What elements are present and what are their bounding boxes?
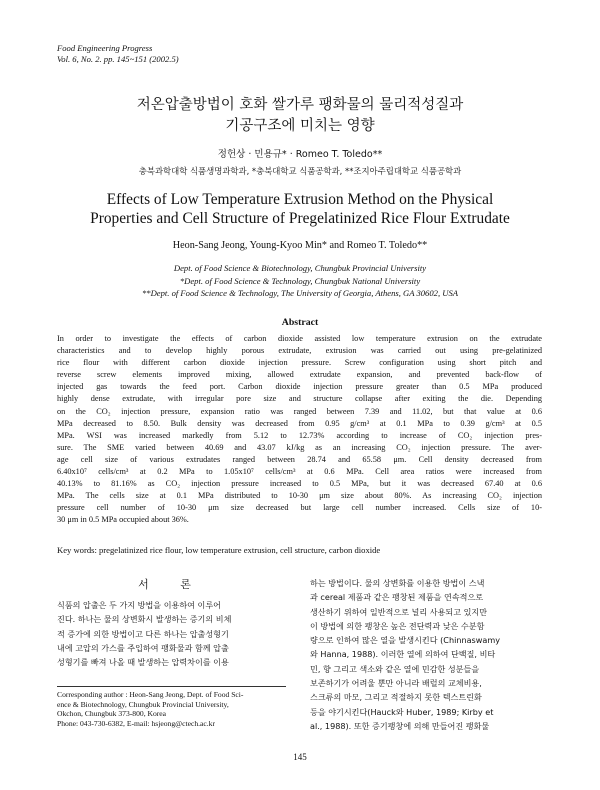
english-title-line-1: Effects of Low Temperature Extrusion Method on the Physical [106, 191, 494, 208]
affiliation-2: *Dept. of Food Science & Technology, Chungbuk National University [179, 275, 421, 286]
body-line: 과 cereal 제품과 같은 팽창된 제품을 연속적으로 [310, 592, 484, 603]
journal-volume: Vol. 6, No. 2. pp. 145~151 (2002.5) [57, 53, 179, 64]
korean-authors: 정헌상 · 민용규* · Romeo T. Toledo** [217, 149, 383, 160]
abstract-line: 30 μm in 0.5 MPa occupied about 36%. [57, 515, 189, 525]
abstract-body [57, 333, 542, 527]
abstract-line: on the CO₂ injection pressure, expansion ratio was ranged between 7.39 and 11.02, but that value at 0.6 [57, 406, 542, 416]
abstract-line: 40.13% to 81.16% as CO₂ injection pressure increased to 0.5 MPa, but it was decreased 67.40 at 0.6 [57, 479, 542, 489]
body-line: 생산하기 위하여 일반적으로 널리 사용되고 있지만 [310, 606, 488, 617]
body-line: 스크류의 마모, 그리고 적절하지 못한 텍스트린화 [310, 692, 482, 703]
body-line: 진다. 하나는 물의 상변화시 발생하는 증기의 비체 [57, 614, 232, 625]
body-line: 와 Hanna, 1988). 이러한 열에 의하여 단백질, 비타 [310, 649, 496, 660]
abstract-line: In order to investigate the effects of carbon dioxide assisted low temperature extrusion on the extrudate [57, 334, 542, 343]
affiliation-1: Dept. of Food Science & Biotechnology, Chungbuk Provincial University [173, 263, 427, 273]
english-title [0, 191, 600, 228]
footnote-divider [57, 686, 286, 687]
body-line: 이 방법에 의한 팽창은 높은 전단력과 낮은 수분함 [310, 620, 485, 631]
english-affiliations [0, 262, 600, 300]
left-column [57, 576, 286, 669]
footnote-line: Phone: 043-730-6382, E-mail: hsjeong@ctech.ac.kr [57, 719, 215, 729]
korean-title-line-2: 기공구조에 미치는 영향 [225, 118, 375, 134]
body-line: 식품의 압출은 두 가지 방법을 이용하여 이루어 [57, 600, 221, 610]
affiliation-3: **Dept. of Food Science & Technology, The University of Georgia, Athens, GA 30602, USA [141, 288, 459, 298]
body-line: al., 1988). 또한 증기팽창에 의해 만들어진 팽화물 [310, 720, 490, 731]
korean-title [0, 95, 600, 137]
body-line: 보존하기가 어려울 뿐만 아니라 배럴의 교체비용, [310, 678, 482, 689]
abstract-line: sure. The SME varied between 40.69 and 43.07 kJ/kg as an increasing CO₂ injection pressure. The aver- [57, 442, 542, 452]
abstract-line: injected gas towards the feed port. Carbon dioxide injection pressure greater than 0.5 MPa produced [57, 382, 542, 392]
section-heading-introduction: 서 론 [138, 578, 205, 591]
keywords: Key words: pregelatinized rice flour, low temperature extrusion, cell structure, carbon dioxide [57, 545, 381, 555]
abstract-line: MPa. WSI was increased markedly from 5.12 to 12.73% according to increase of CO₂ injection pres- [57, 430, 542, 440]
abstract-line: rice flour with different carbon dioxide injection pressure. Screw configuration using short pitch and [57, 358, 542, 368]
english-authors: Heon-Sang Jeong, Young-Kyoo Min* and Romeo T. Toledo** [172, 240, 428, 251]
body-line: 등을 야기시킨다(Hauck와 Huber, 1989; Kirby et [310, 706, 494, 717]
page-number: 145 [293, 752, 307, 762]
abstract-line: MPa decreased to 8.50. Bulk density was decreased from 0.95 g/cm³ at 0.1 MPa to 0.39 g/cm³ at 0.5 [57, 418, 542, 428]
abstract-line: pressure cell number of 10-30 μm size decreased but large cell number increased. Cells size of 10- [57, 503, 542, 513]
abstract-line: age cell size of various extrudates ranged between 28.74 and 65.58 μm. Cell density decreased from [57, 454, 542, 464]
journal-citation [57, 43, 179, 64]
abstract-line: highly dense extrudate, with irregular pore size and structure collapse after exiting the die. Depending [57, 394, 542, 404]
abstract-line: characteristics and to develop highly porous extrudate, extrusion was carried out using pre-gelatinized [57, 346, 542, 356]
footnote-line: Corresponding author : Heon-Sang Jeong, Dept. of Food Sci- [57, 690, 244, 699]
body-line: 적 증가에 의한 방법이고 다른 하나는 압출성형기 [57, 628, 229, 639]
body-line: 민, 향 그리고 색소와 같은 열에 민감한 성분들을 [310, 663, 480, 674]
abstract-line: reverse screw elements improved mixing, allowed extrudate expansion, and prevented back-flow of [57, 370, 542, 380]
abstract-line: 6.40x10⁷ cells/cm³ at 0.2 MPa to 1.05x10⁷ cells/cm³ at 0.6 MPa. Cell area ratios were increased from [57, 467, 542, 477]
introduction-text-left [57, 598, 286, 669]
abstract-line: MPa. The cells size at 0.1 MPa distributed to 10-30 μm size about 80%. As increasing CO₂ injection [57, 491, 542, 501]
abstract-heading: Abstract [281, 317, 319, 328]
body-line: 성형기를 빠져 나올 때 발생하는 압력차이를 이용 [57, 657, 229, 668]
footnote-line: Okchon, Chungbuk 373-800, Korea [57, 709, 167, 719]
korean-affiliations: 충북과학대학 식품생명과학과, *충북대학교 식품공학과, **조지아주립대학교 식품공학과 [138, 166, 462, 176]
right-column [310, 576, 542, 733]
body-line: 내에 고압의 가스를 주입하여 팽화물과 함께 압출 [57, 642, 229, 653]
corresponding-author-footnote [57, 690, 286, 729]
korean-title-line-1: 저온압출방법이 호화 쌀가루 팽화물의 물리적성질과 [136, 97, 464, 113]
footnote-line: ence & Biotechnology, Chungbuk Provincial University, [57, 699, 229, 709]
body-line: 량으로 인하여 많은 열을 발생시킨다 (Chinnaswamy [310, 635, 501, 646]
body-line: 하는 방법이다. 물의 상변화를 이용한 방법이 스낵 [310, 578, 485, 588]
journal-name: Food Engineering Progress [57, 43, 153, 53]
english-title-line-2: Properties and Cell Structure of Pregelatinized Rice Flour Extrudate [90, 209, 510, 227]
introduction-text-right [310, 576, 542, 733]
